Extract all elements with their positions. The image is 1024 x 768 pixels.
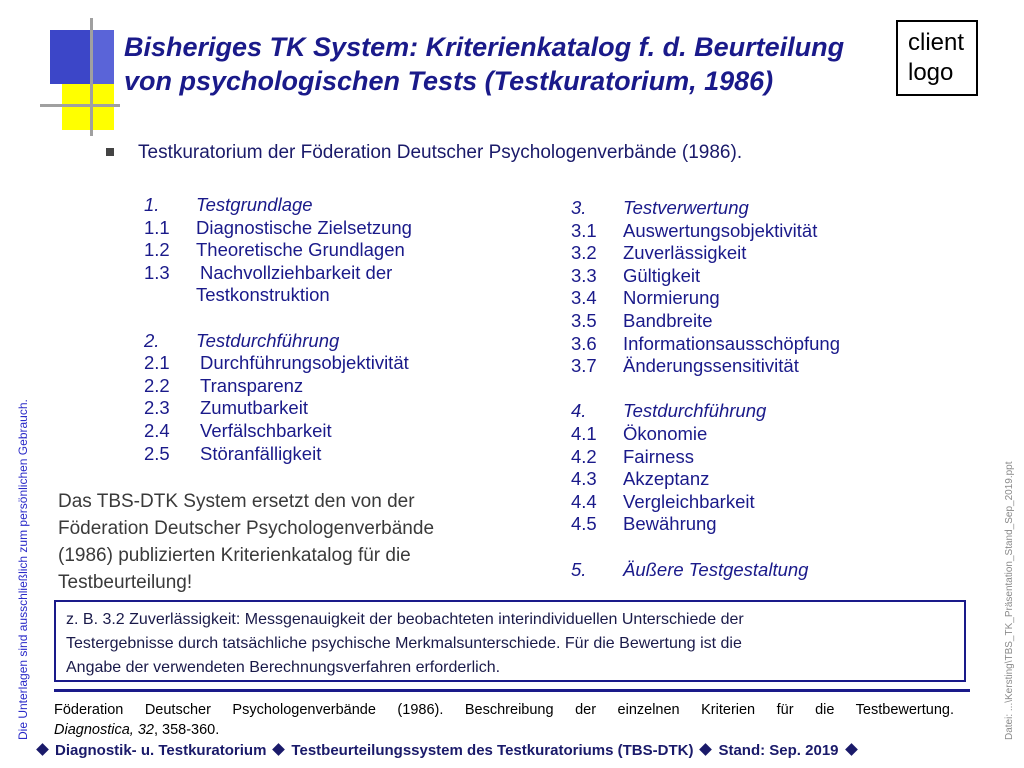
list-item [144, 420, 412, 443]
list-section [144, 194, 412, 217]
item-number: 3.3 [571, 264, 597, 286]
list-section [571, 197, 840, 220]
list-item [571, 242, 840, 265]
item-number: 1.3 [144, 261, 170, 283]
item-label: Fairness [623, 445, 694, 467]
item-number: 2. [144, 329, 160, 351]
decor-yellow-square-small [100, 84, 114, 130]
decor-horizontal-line [40, 104, 120, 107]
title-line-2: von psychologischen Tests (Testkuratorium, 1986) [124, 66, 774, 96]
item-number: 4. [571, 400, 587, 422]
item-number: 2.5 [144, 442, 170, 464]
item-number: 1.2 [144, 239, 170, 261]
item-label: Diagnostische Zielsetzung [196, 216, 412, 238]
paragraph-line: Testbeurteilung! [58, 572, 193, 593]
footer-item-1: Diagnostik- u. Testkuratorium [55, 742, 267, 759]
item-label: Vergleichbarkeit [623, 490, 755, 512]
reference-source [54, 720, 954, 740]
note-line: z. B. 3.2 Zuverlässigkeit: Messgenauigkeit der beobachteten interindividuellen Unterschiede der [66, 611, 744, 628]
item-number: 4.5 [571, 513, 597, 535]
item-label: Testkonstruktion [196, 284, 330, 306]
list-item [571, 310, 840, 333]
list-item [571, 513, 840, 536]
list-item [571, 491, 840, 514]
item-label: Ökonomie [623, 422, 708, 444]
item-number: 2.3 [144, 397, 170, 419]
slide-title [124, 30, 884, 98]
list-section [571, 400, 840, 423]
criteria-list-left [144, 194, 412, 465]
item-number: 3.2 [571, 242, 597, 264]
item-number: 3.4 [571, 287, 597, 309]
decor-blue-square [50, 30, 92, 84]
item-number: 4.3 [571, 468, 597, 490]
item-label: Normierung [623, 287, 720, 309]
title-line-1: Bisheriges TK System: Kriterienkatalog f. d. Beurteilung [124, 32, 845, 62]
item-label: Theoretische Grundlagen [196, 239, 405, 261]
list-item [571, 468, 840, 491]
reference-journal: Diagnostica, 32 [54, 722, 154, 738]
item-number: 3. [571, 197, 587, 218]
decor-yellow-square [62, 84, 100, 130]
item-label: Durchführungsobjektivität [200, 352, 409, 374]
item-label: Bandbreite [623, 309, 713, 331]
footer-item-2: Testbeurteilungssystem des Testkuratoriums (TBS-DTK) [291, 742, 694, 759]
decor-vertical-line [90, 18, 93, 136]
list-section [144, 330, 412, 353]
item-number: 1.1 [144, 216, 170, 238]
logo-line-1: client [908, 29, 965, 56]
list-item [144, 217, 412, 240]
list-item [144, 239, 412, 262]
paragraph-line: (1986) publizierten Kriterienkatalog für die [58, 545, 411, 566]
item-label: Bewährung [623, 513, 717, 535]
item-label: Zumutbarkeit [200, 397, 308, 419]
list-item [144, 375, 412, 398]
list-item [571, 333, 840, 356]
list-item-continuation [144, 284, 412, 307]
item-label: Testgrundlage [196, 194, 313, 215]
bullet-text: Testkuratorium der Föderation Deutscher Psychologenverbände (1986). [138, 142, 743, 163]
item-label: Nachvollziehbarkeit der [200, 261, 393, 283]
paragraph-line: Föderation Deutscher Psychologenverbände [58, 518, 435, 539]
diamond-icon [36, 743, 49, 756]
footer-bar [30, 742, 1010, 759]
item-number: 2.1 [144, 352, 170, 374]
item-number: 3.7 [571, 355, 597, 377]
item-number: 5. [571, 558, 587, 580]
replacement-note-paragraph [58, 488, 528, 596]
item-number: 2.4 [144, 419, 170, 441]
item-number: 3.6 [571, 332, 597, 354]
item-label: Informationsausschöpfung [623, 332, 840, 354]
list-item [571, 265, 840, 288]
list-item [144, 443, 412, 466]
diamond-icon [700, 743, 713, 756]
logo-line-2: logo [908, 59, 954, 86]
list-section [571, 559, 840, 582]
list-item [144, 262, 412, 285]
reference-text: Föderation Deutscher Psychologenverbände (1986). Beschreibung der einzelnen Kriterien für die Testbewertung. [54, 702, 954, 718]
bullet-square-icon [106, 148, 114, 156]
item-number: 4.4 [571, 490, 597, 512]
item-label: Akzeptanz [623, 468, 710, 490]
item-number: 1. [144, 194, 160, 215]
item-label: Testdurchführung [196, 329, 340, 351]
item-label: Änderungssensitivität [623, 355, 799, 377]
list-item [144, 397, 412, 420]
item-label: Äußere Testgestaltung [623, 558, 809, 580]
diamond-icon [845, 743, 858, 756]
diamond-icon [273, 743, 286, 756]
item-number: 4.1 [571, 422, 597, 444]
separator-line [54, 689, 970, 692]
item-number: 3.5 [571, 309, 597, 331]
item-label: Gültigkeit [623, 264, 701, 286]
item-label: Verfälschbarkeit [200, 419, 332, 441]
client-logo [896, 20, 978, 96]
decor-blue-square-light [92, 30, 114, 84]
list-item [571, 220, 840, 243]
note-line: Testergebnisse durch tatsächliche psychische Merkmalsunterschiede. Für die Bewertung ist die [66, 635, 742, 652]
item-label: Zuverlässigkeit [623, 242, 747, 264]
item-label: Auswertungsobjektivität [623, 219, 818, 241]
item-label: Störanfälligkeit [200, 442, 322, 464]
usage-disclaimer: Die Unterlagen sind ausschließlich zum persönlichen Gebrauch. [16, 399, 30, 740]
item-number: 3.1 [571, 219, 597, 241]
item-number: 2.2 [144, 374, 170, 396]
item-label: Testverwertung [623, 197, 749, 218]
file-path-label: Datei: ...\Kersting\TBS_TK_Präsentation_Stand_Sep_2019.ppt [1004, 461, 1015, 740]
note-line: Angabe der verwendeten Berechnungsverfahren erforderlich. [66, 659, 501, 676]
paragraph-line: Das TBS-DTK System ersetzt den von der [58, 491, 415, 512]
list-item [571, 287, 840, 310]
list-item [571, 355, 840, 378]
reference-pages: , 358-360. [153, 722, 220, 738]
item-label: Testdurchführung [623, 400, 767, 422]
reference-citation [54, 700, 954, 740]
example-note-box [54, 600, 966, 682]
item-number: 4.2 [571, 445, 597, 467]
item-label: Transparenz [200, 374, 304, 396]
list-item [571, 423, 840, 446]
criteria-list-right [571, 197, 840, 581]
footer-item-3: Stand: Sep. 2019 [718, 742, 839, 759]
list-item [571, 446, 840, 469]
list-item [144, 352, 412, 375]
